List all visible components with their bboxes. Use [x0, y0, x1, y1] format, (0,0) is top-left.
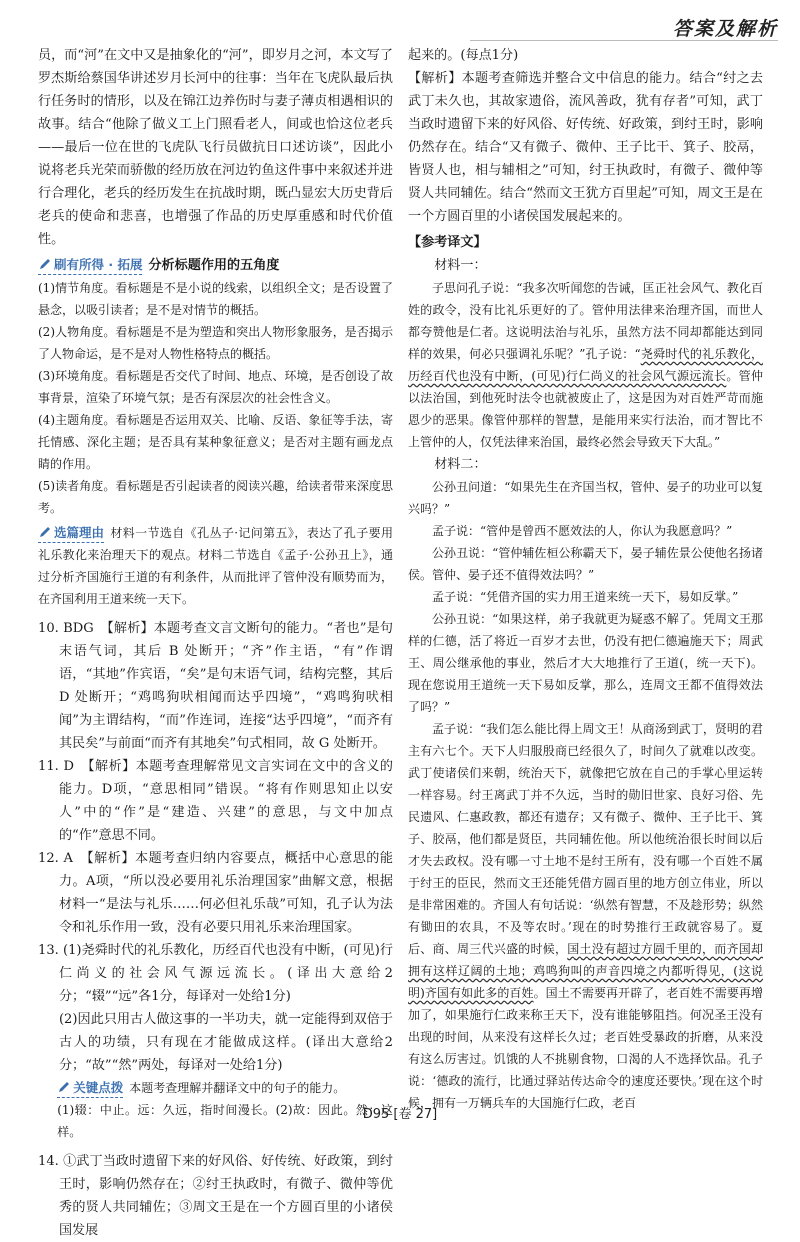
- tip-item: (4)主题角度。看标题是否运用双关、比喻、反语、象征等手法，寄托情感、深化主题；是否具有某种象征意义；是否对主题有画龙点睛的作用。: [38, 413, 393, 471]
- material-2-highlight: 国土没有超过方圆千里的，而齐国却拥有这样辽阔的土地；鸡鸣狗叫的声音四境之内都听得见，(这说明)齐国有如此多的百姓: [408, 942, 763, 1000]
- question-12: 12. A 【解析】本题考查归纳内容要点，概括中心意思的能力。A项，“所以没必要用礼乐治理国家”曲解文意，根据材料一“是法与礼乐……何必但礼乐哉”可知，孔子认为法令和礼乐作用一致，没有必要只用礼乐来治理国家。: [38, 851, 393, 935]
- material-2-paragraph: 公孙丑问道：“如果先生在齐国当权，管仲、晏子的功业可以复兴吗？”: [408, 480, 763, 516]
- tip-item: (5)读者角度。看标题是否引起读者的阅读兴趣，给读者带来深度思考。: [38, 479, 393, 515]
- material-1-title: 材料一：: [434, 258, 487, 273]
- key-label: 关键点拨: [73, 1080, 124, 1095]
- header-divider: [470, 40, 778, 41]
- tip-title: 分析标题作用的五角度: [148, 258, 280, 273]
- key-badge: [57, 1079, 123, 1098]
- left-column: [38, 44, 393, 1242]
- question-13-part2: (2)因此只用古人做这事的一半功夫，就一定能得到双倍于古人的功绩，只有现在才能做成这样。(译出大意给2分；“故”“然”两处，每译对一处给1分): [58, 1012, 393, 1073]
- right-column: [408, 44, 763, 1114]
- material-1-highlight: 尧舜时代的礼乐教化，历经百代也没有中断，(可见)行仁尚义的社会风气源远流长: [408, 347, 763, 383]
- material-2-paragraph: 孟子说：“管仲是曾西不愿效法的人，你认为我愿意吗？”: [432, 524, 733, 538]
- material-1-text-b: 。管仲以法治国，到他死时法令也就被废止了，这是因为对百姓严苛而施恩少的恶果。像管仲那样的智慧，是能用来实行法治，而才智比不上管仲的人，仅凭法律来治国，最终必然会导致天下大乱。”: [408, 369, 763, 449]
- question-11: 11. D 【解析】本题考查理解常见文言实词在文中的含义的能力。D项，“意思相同”错误。“将有作则思知止以安人”中的“作”是“建造、兴建”的意思，与文中加点的“作”意思不同。: [38, 759, 393, 843]
- pencil-icon: [57, 1080, 71, 1094]
- material-2-paragraph: [408, 718, 763, 1114]
- material-2-title: 材料二：: [434, 457, 487, 472]
- pencil-icon: [38, 257, 52, 271]
- question-14-analysis: 【解析】本题考查筛选并整合文中信息的能力。结合“纣之去武丁未久也，其故家遗俗，流风善政，犹有存者”可知，武丁当政时遗留下来的好风俗、好传统、好政策，到纣王时，影响仍然存在。结合“又有微子、微仲、王子比干、箕子、胶鬲，皆贤人也，相与辅相之”可知，纣王执政时，有微子、微仲等贤人共同辅佐。结合“然而文王犹方百里起”可知，周文王是在一个方圆百里的小诸侯国发展起来的。: [408, 71, 763, 224]
- key-notes: (1)辍：中止。远：久远，指时间漫长。(2)故：因此。然：这样。: [57, 1103, 393, 1139]
- question-14-continued: 起来的。(每点1分): [408, 48, 519, 63]
- material-2-paragraph: 孟子说：“凭借齐国的实力用王道来统一天下，易如反掌。”: [432, 590, 739, 604]
- material-2-paragraph: 公孙丑说：“如果这样，弟子我就更为疑惑不解了。凭周文王那样的仁德，活了将近一百岁才去世，仍没有把仁德遍施天下；周武王、周公继承他的事业，然后才大大地推行了王道(，统一天下)。现在您说用王道统一天下易如反掌，那么，连周文王都不值得效法了吗？”: [408, 612, 763, 714]
- material-1-text: [408, 277, 763, 453]
- reason-badge: [38, 524, 104, 543]
- question-10: 10. BDG 【解析】本题考查文言文断句的能力。“者也”是句末语气词，其后 B 处断开；“齐”作主语，“有”作谓语，“其地”作宾语，“矣”是句末语气词，结构完整，其后 D 处断开；“鸡鸣狗吠相闻而达乎四境”，“鸡鸣狗吠相闻”为主谓结构，“而”作连词，连接“达乎四境”，“而齐有其民矣”与前面“而齐有其地矣”句式相同，故 G 处断开。: [38, 621, 393, 751]
- question-13-part1: 13. (1)尧舜时代的礼乐教化，历经百代也没有中断，(可见)行仁尚义的社会风气源远流长。(译出大意给2分；“辍”“远”各1分，每译对一处给1分): [38, 943, 393, 1004]
- page-header-title: 答案及解析: [672, 18, 778, 40]
- tip-item: (3)环境角度。看标题是否交代了时间、地点、环境，是否创设了故事背景，渲染了环境气氛；是否有深层次的社会性含义。: [38, 369, 393, 405]
- reason-paragraph: [38, 522, 393, 610]
- page-number: D95 [卷 27]: [362, 1107, 438, 1122]
- tip-badge: [38, 256, 142, 275]
- pencil-icon: [38, 525, 52, 539]
- tip-item: (2)人物角度。看标题是不是为塑造和突出人物形象服务，是否揭示了人物命运，是不是对人物性格特点的概括。: [38, 325, 393, 361]
- material-2-text-b: 。国土不需要再开辟了，老百姓不需要再增加了，如果施行仁政来称王天下，没有谁能够阻挡。何况圣王没有出现的时间，从来没有这样长久过；老百姓受暴政的折磨，从来没有这么厉害过。饥饿的人不挑剔食物，口渴的人不选择饮品。孔子说：‘德政的流行，比通过驿站传达命令的速度还要快。’现在这个时候，拥有一万辆兵车的大国施行仁政，老百: [408, 986, 763, 1110]
- tip-heading: [38, 254, 393, 277]
- question-14: 14. ①武丁当政时遗留下来的好风俗、好传统、好政策，到纣王时，影响仍然存在；②纣王执政时，有微子、微仲等优秀的贤人共同辅佐；③周文王是在一个方圆百里的小诸侯国发展: [38, 1154, 393, 1238]
- key-point: [38, 1077, 393, 1099]
- tip-item: (1)情节角度。看标题是不是小说的线索，以组织全文；是否设置了悬念，以吸引读者；是不是对情节的概括。: [38, 281, 393, 317]
- intro-paragraph: 员，而“河”在文中又是抽象化的“河”，即岁月之河，本文写了罗杰斯给蔡国华讲述岁月长河中的往事：当年在飞虎队最后执行任务时的情形，以及在锦江边养伤时与妻子薄贞相遇相识的故事。结合“他除了做义工上门照看老人，间或也恰这位老兵——最后一位在世的飞虎队飞行员做抗日口述访谈”，因此小说将老兵光荣而骄傲的经历放在河边钓鱼这件事中来叙述并进行合理化，老兵的经历发生在抗战时期，既凸显宏大历史背后老兵的使命和悲喜，也增强了作品的历史厚重感和时代价值性。: [38, 48, 393, 247]
- material-2-paragraph: 公孙丑说：“管仲辅佐桓公称霸天下，晏子辅佐景公使他名扬诸侯。管仲、晏子还不值得效法吗？”: [408, 546, 763, 582]
- key-text: 本题考查理解并翻译文中的句子的能力。: [129, 1081, 346, 1095]
- reason-label: 选篇理由: [54, 525, 105, 540]
- reference-translation-title: 【参考译文】: [408, 235, 487, 250]
- material-2-text-a: 孟子说：“我们怎么能比得上周文王！从商汤到武丁，贤明的君主有六七个。天下人归服殷商已经很久了，时间久了就难以改变。武丁使诸侯们来朝，统治天下，就像把它放在自己的手掌心里运转一样容易。纣王离武丁并不久远，当时的勋旧世家、良好习俗、先民遗风、仁惠政教，都还有遗存；又有微子、微仲、王子比干、箕子、胶鬲，他们都是贤臣，共同辅佐他。所以他统治很长时间以后才失去政权。没有哪一寸土地不是纣王所有，没有哪一个百姓不属于纣王的臣民，然而文王还能凭借方圆百里的地方创立伟业，所以是非常困难的。齐国人有句话说：‘纵然有智慧，不及趁形势；纵然有锄田的农具，不及等农时。’现在的时势推行王政就容易了。夏后、商、周三代兴盛的时候，: [408, 722, 763, 956]
- tip-label: 刷有所得 · 拓展: [54, 257, 143, 272]
- material-1-text-a: 子思问孔子说：“我多次听闻您的告诫，匡正社会风气、教化百姓的政令，没有比礼乐更好的了。管仲用法律来治理齐国，而世人都夸赞他是仁者。这说明法治与礼乐，虽然方法不同却都能达到同样的效果，何必只强调礼乐呢？”孔子说：“: [408, 281, 763, 361]
- reason-text: 材料一节选自《孔丛子·记问第五》，表达了孔子要用礼乐教化来治理天下的观点。材料二节选自《孟子·公孙丑上》，通过分析齐国施行王道的有利条件，从而批评了管仲没有顺势而为，在齐国利用王道来统一天下。: [38, 526, 393, 606]
